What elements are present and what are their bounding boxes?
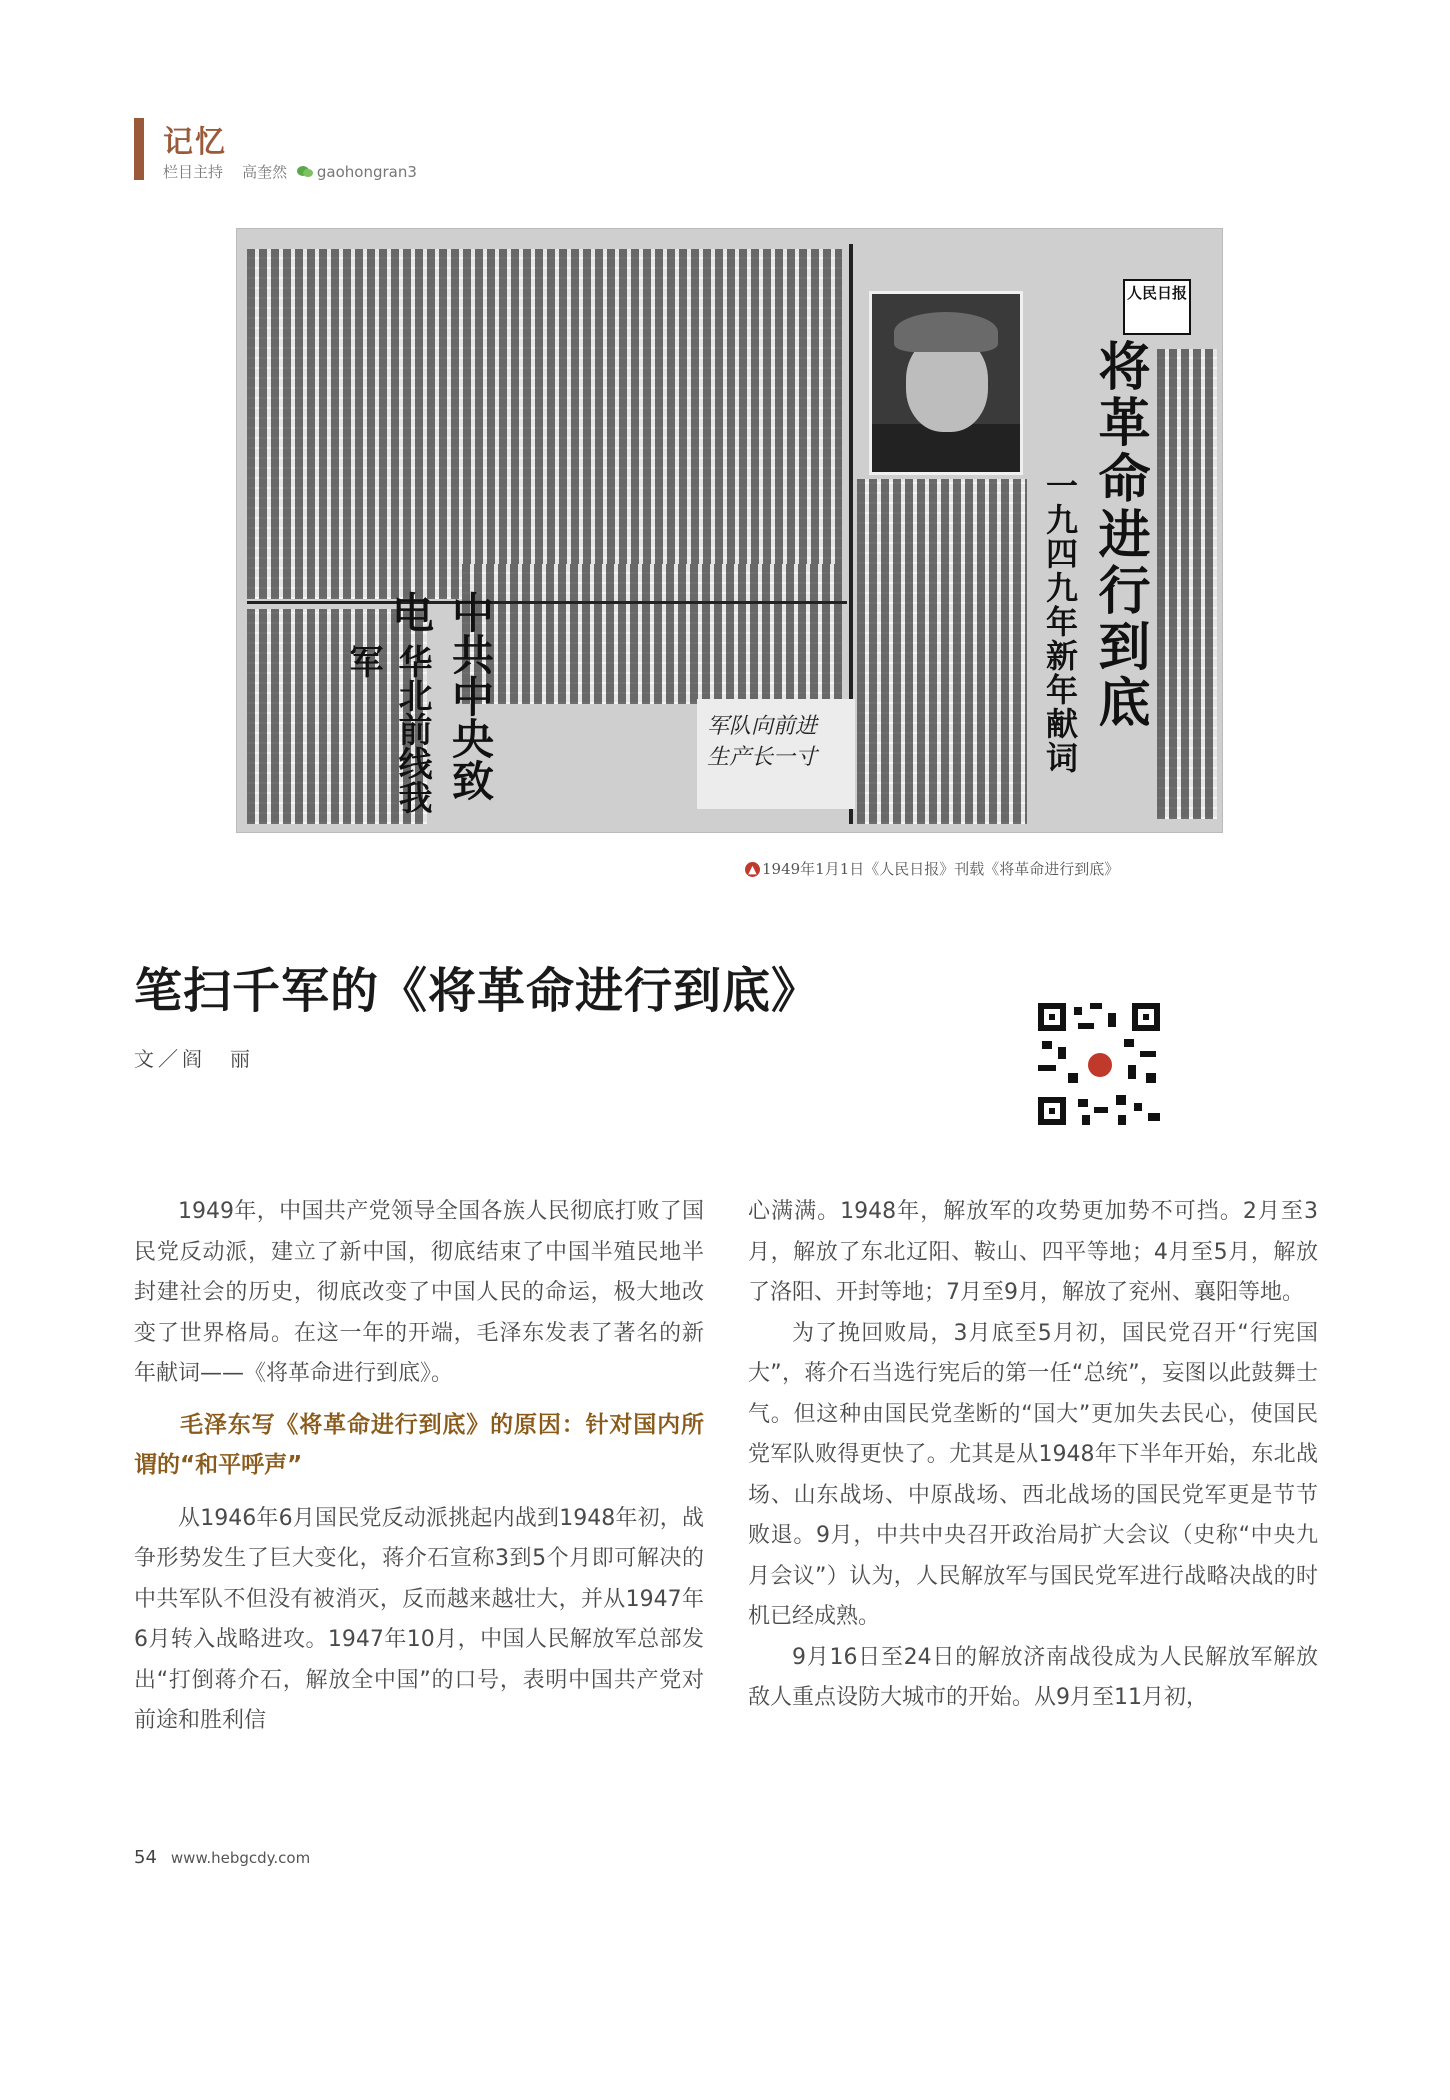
column-title: 记忆 [163,125,227,160]
paragraph: 从1946年6月国民党反动派挑起内战到1948年初，战争形势发生了巨大变化，蒋介石宣称3到5个月即可解决的中共军队不但没有被消灭，反而越来越壮大，并从1947年6月转入战略进攻。1947年10月，中国人民解放军总部发出“打倒蒋介石，解放全中国”的口号，表明中国共产党对前途和胜利信 [134,1505,704,1733]
newspaper-text-block [462,564,842,704]
page-number: 54 [134,1847,157,1868]
newspaper-text-block [1157,349,1217,819]
newspaper-headline: 将革命进行到底 [1089,339,1150,731]
caption-text: 1949年1月1日《人民日报》刊载《将革命进行到底》 [762,860,1120,878]
newspaper-side-headline: 中共中央致电 [386,591,495,801]
calligraphy-inscription: 军队向前进 生产长一寸 [697,699,855,809]
newspaper-masthead: 人民日报 [1123,279,1191,335]
wechat-icon [296,164,314,177]
newspaper-side-headline: 华北前线我军 [343,644,432,814]
paragraph: 1949年，中国共产党领导全国各族人民彻底打败了国民党反动派，建立了新中国，彻底结束了中国半殖民地半封建社会的历史，彻底改变了中国人民的命运，极大地改变了世界格局。在这一年的开端，毛泽东发表了著名的新年献词——《将革命进行到底》。 [134,1199,704,1386]
newspaper-photo [236,228,1223,833]
column-host-line [163,161,417,182]
page-footer [134,1847,310,1868]
article-title: 笔扫千军的《将革命进行到底》 [134,963,821,1019]
section-heading: 毛泽东写《将革命进行到底》的原因：针对国内所谓的“和平呼声” [134,1411,704,1478]
photo-caption [745,858,1119,879]
article-column-left [134,1192,704,1742]
newspaper-rule [247,601,847,604]
wechat-id: gaohongran3 [316,163,417,181]
paragraph: 9月16日至24日的解放济南战役成为人民解放军解放敌人重点设防大城市的开始。从9月至11月初， [748,1644,1318,1710]
qr-code [1038,1003,1160,1125]
article-column-right [748,1192,1318,1719]
host-label: 栏目主持 [163,163,224,181]
portrait-photo [869,291,1023,475]
host-name: 高奎然 [242,163,288,181]
column-accent-bar [134,118,144,180]
qr-logo-icon [1086,1051,1114,1079]
paragraph: 为了挽回败局，3月底至5月初，国民党召开“行宪国大”，蒋介石当选行宪后的第一任“总统”，妄图以此鼓舞士气。但这种由国民党垄断的“国大”更加失去民心，使国民党军队败得更快了。尤其是从1948年下半年开始，东北战场、山东战场、中原战场、西北战场的国民党军更是节节败退。9月，中共中央召开政治局扩大会议（史称“中央九月会议”）认为，人民解放军与国民党军进行战略决战的时机已经成熟。 [748,1320,1318,1629]
article-byline: 文／阎 丽 [134,1047,254,1071]
newspaper-subheadline: 一九四九年新年献词 [1041,469,1079,775]
newspaper-text-block [857,479,1027,824]
paragraph: 心满满。1948年，解放军的攻势更加势不可挡。2月至3月，解放了东北辽阳、鞍山、四平等地；4月至5月，解放了洛阳、开封等地；7月至9月，解放了兖州、襄阳等地。 [748,1199,1318,1305]
newspaper-text-block [247,249,842,599]
footer-url: www.hebgcdy.com [170,1849,311,1867]
caption-bullet-icon: ▲ [745,862,760,877]
